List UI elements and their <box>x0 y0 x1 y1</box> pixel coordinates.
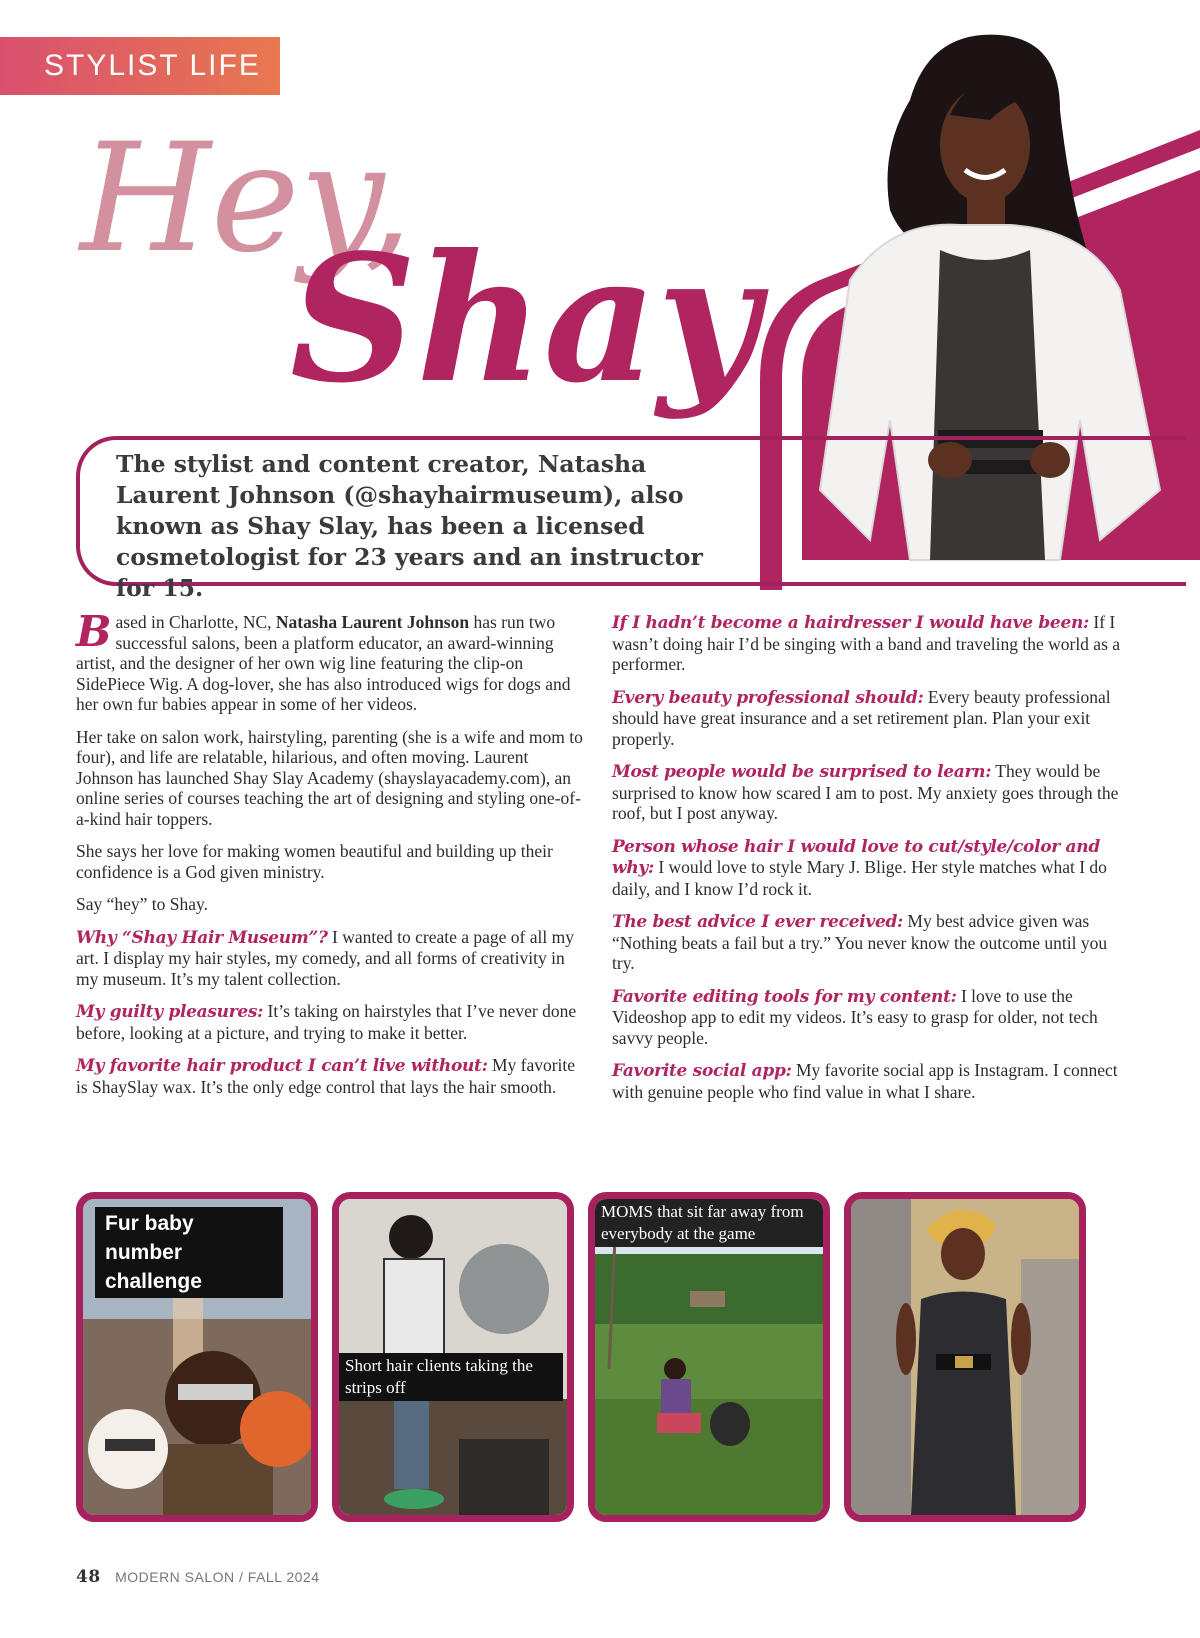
photo-caption: Fur baby number challenge <box>95 1207 283 1298</box>
title-graphic <box>0 0 820 460</box>
answer: It’s taking on hairstyles that I’ve never done before, looking at a picture, and trying to make it better. <box>76 1001 577 1043</box>
answer: I would love to style Mary J. Blige. Her style matches what I do daily, and I know I’d rock it. <box>612 857 1107 899</box>
qa-item <box>76 927 586 990</box>
title <box>0 0 820 460</box>
photo-caption: Short hair clients taking the strips off <box>339 1353 563 1401</box>
photo-salon <box>332 1192 574 1522</box>
paragraph-text: has run two successful salons, been a platform educator, an award-winning artist, and the designer of her own wig line featuring the clip-on SidePiece Wig. A dog-lover, she has also introduced wigs for dogs and her own fur babies appear in some of her videos. <box>76 612 571 714</box>
answer: They would be surprised to know how scared I am to post. My anxiety goes through the roof, but I post anyway. <box>612 761 1119 823</box>
photo-field <box>588 1192 830 1522</box>
paragraph: Say “hey” to Shay. <box>76 894 209 914</box>
title-line2: Shay <box>290 217 759 422</box>
paragraph: Her take on salon work, hairstyling, parenting (she is a wife and mom to four), and life are relatable, hilarious, and often moving. Laurent Johnson has launched Shay Slay Academy (shayslayacademy.com), an online series of courses teaching the art of designing and styling one-of-a-kind hair toppers. <box>76 726 583 829</box>
question: My guilty pleasures: <box>76 1002 264 1022</box>
photo-fur-baby <box>76 1192 318 1522</box>
question: My favorite hair product I can’t live without: <box>76 1056 488 1076</box>
answer: Every beauty professional should have great insurance and a set retirement plan. Plan your exit properly. <box>612 686 1111 749</box>
qa-item <box>612 1060 1132 1102</box>
qa-item <box>612 836 1132 900</box>
paragraph-text: ased in Charlotte, NC, <box>115 612 276 632</box>
publication-info: MODERN SALON / FALL 2024 <box>115 1569 320 1585</box>
qa-item <box>612 687 1132 750</box>
photo-portrait <box>844 1192 1086 1522</box>
left-column <box>76 607 586 1109</box>
question: Person whose hair I would love to cut/style/color and why: <box>612 836 1100 878</box>
right-column <box>612 612 1132 1114</box>
page-number: 48 <box>76 1567 101 1587</box>
question: Favorite social app: <box>612 1061 792 1081</box>
paragraph-intro <box>76 607 586 715</box>
answer: I love to use the Videoshop app to edit my videos. It’s easy to grasp for older, not tech savvy people. <box>612 985 1098 1048</box>
question: Every beauty professional should: <box>612 687 924 708</box>
qa-item <box>612 612 1132 675</box>
answer: My favorite is ShaySlay wax. It’s the only edge control that lays the hair smooth. <box>76 1055 576 1097</box>
question: If I hadn’t become a hairdresser I would have been: <box>612 613 1090 633</box>
qa-item <box>76 1001 586 1043</box>
subject-name: Natasha Laurent Johnson <box>275 612 470 632</box>
drop-cap: B <box>76 607 112 656</box>
title-line1: Hey, <box>80 112 413 286</box>
qa-item <box>612 761 1132 824</box>
paragraph: She says her love for making women beautiful and building up their confidence is a God given ministry. <box>76 841 553 882</box>
answer: I wanted to create a page of all my art. I display my hair styles, my comedy, and all forms of creativity in my museum. It’s my talent collection. <box>76 926 574 989</box>
answer: If I wasn’t doing hair I’d be singing with a band and traveling the world as a performer. <box>612 612 1121 674</box>
section-tag: STYLIST LIFE <box>0 37 280 95</box>
answer: My best advice given was “Nothing beats a fail but a try.” You never know the outcome until you try. <box>612 911 1108 973</box>
question: Favorite editing tools for my content: <box>612 986 957 1007</box>
qa-item <box>612 911 1132 974</box>
question: The best advice I ever received: <box>612 912 904 932</box>
page-footer <box>76 1567 320 1587</box>
answer: My favorite social app is Instagram. I connect with genuine people who find value in what I share. <box>612 1060 1118 1102</box>
qa-item <box>76 1055 586 1097</box>
question: Most people would be surprised to learn: <box>612 762 992 782</box>
qa-item <box>612 986 1132 1049</box>
intro-text: The stylist and content creator, Natasha Laurent Johnson (@shayhairmuseum), also known as Shay Slay, has been a licensed cosmetologist for 23 years and an instructor for 15. <box>116 450 703 602</box>
photo-caption: MOMS that sit far away from everybody at the game <box>595 1199 823 1247</box>
question: Why “Shay Hair Museum”? <box>76 927 328 948</box>
